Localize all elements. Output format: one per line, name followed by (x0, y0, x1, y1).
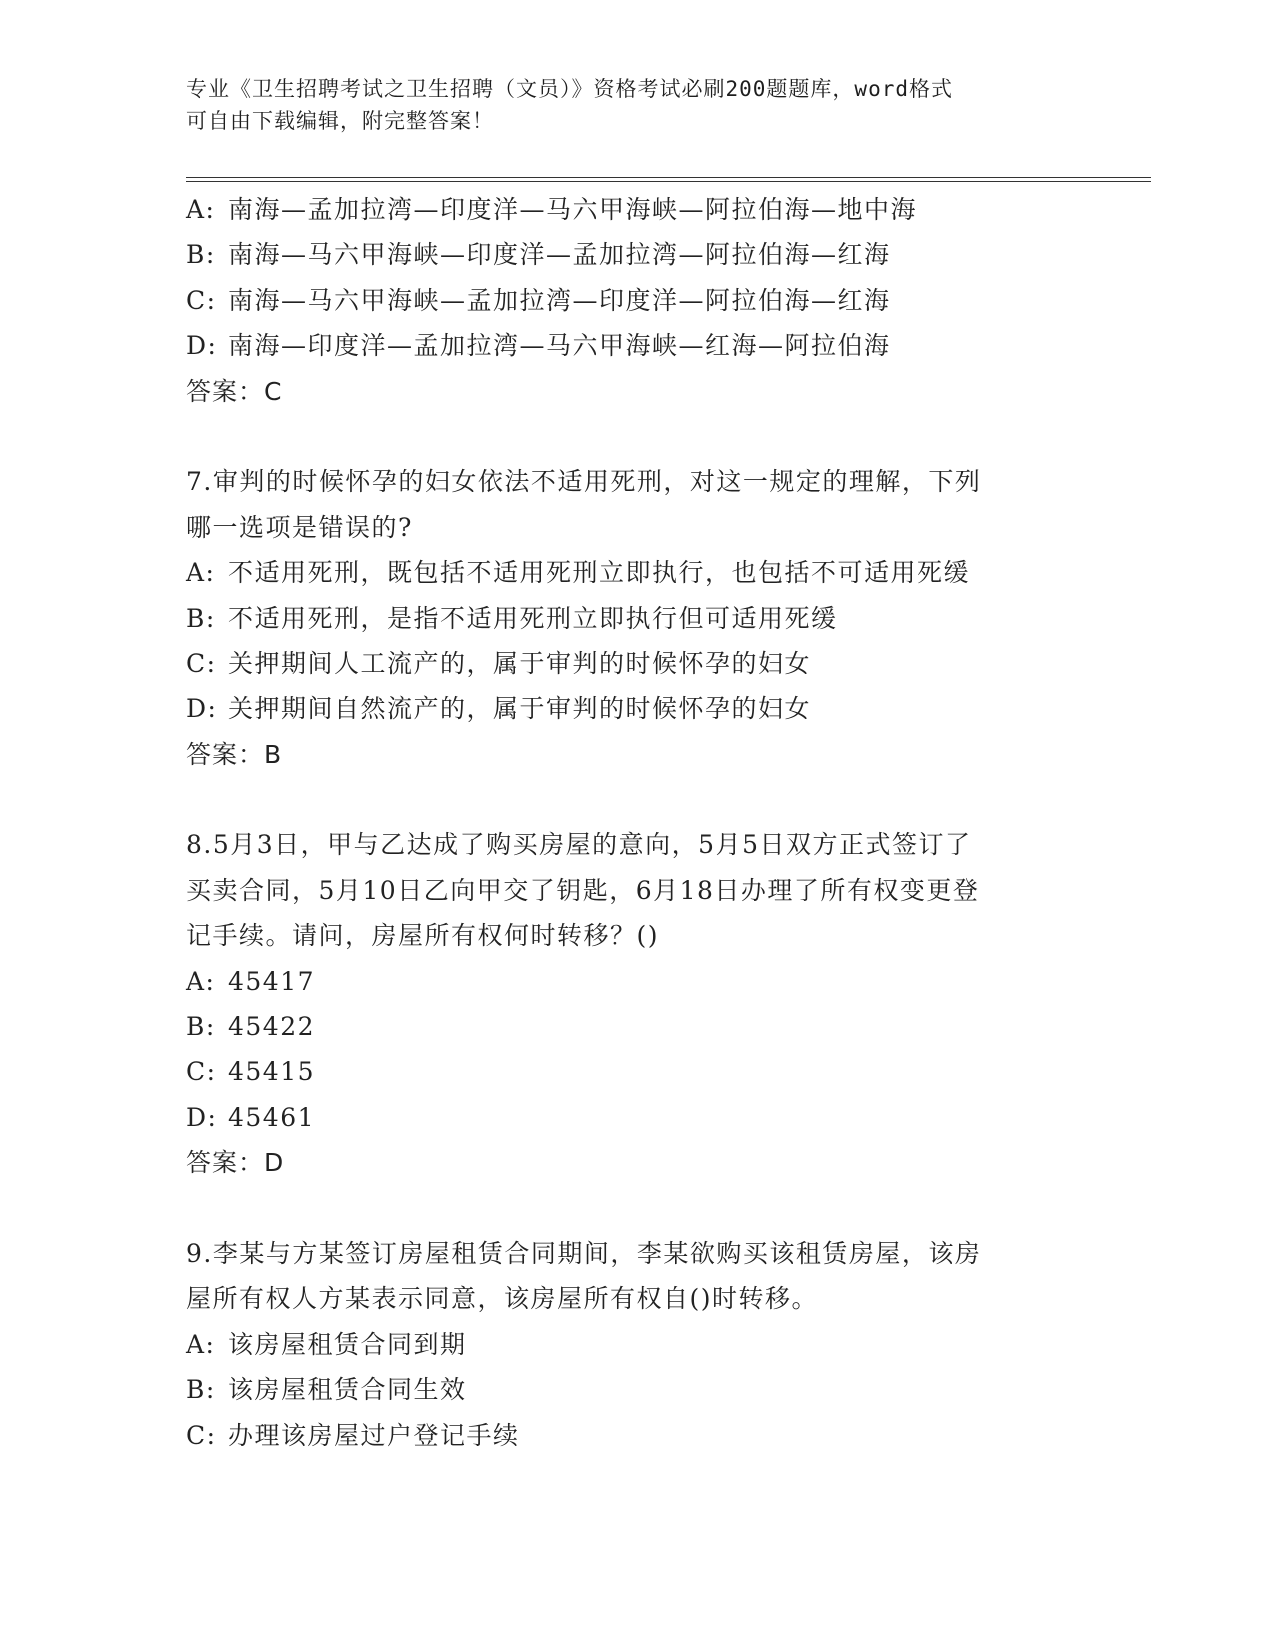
option-d (186, 1095, 1146, 1140)
answer-label: 答案：B (186, 739, 283, 769)
option-letter: B: (186, 1375, 216, 1405)
option-text: 南海—马六甲海峡—孟加拉湾—印度洋—阿拉伯海—红海 (228, 285, 891, 315)
option-a (186, 550, 1146, 595)
option-a (186, 959, 1146, 1004)
question-stem: 哪一选项是错误的? (186, 512, 413, 542)
option-letter: A: (186, 966, 216, 996)
option-a (186, 187, 1146, 232)
option-letter: A: (186, 558, 216, 588)
question-stem: 8.5月3日，甲与乙达成了购买房屋的意向，5月5日双方正式签订了 (186, 830, 972, 860)
question-stem: 9.李某与方某签订房屋租赁合同期间，李某欲购买该租赁房屋，该房 (186, 1238, 982, 1268)
option-text: 该房屋租赁合同到期 (228, 1329, 467, 1359)
answer-label: 答案：C (186, 376, 283, 406)
option-text: 办理该房屋过户登记手续 (228, 1420, 520, 1450)
header-divider-bottom (186, 181, 1151, 182)
option-letter: A: (186, 1329, 216, 1359)
option-letter: C: (186, 648, 217, 678)
option-letter: D: (186, 331, 218, 361)
question-8 (186, 822, 1146, 1185)
header-line-1: 专业《卫生招聘考试之卫生招聘（文员）》资格考试必刷200题题库，word格式 (186, 77, 953, 101)
question-7 (186, 459, 1146, 777)
option-text: 45417 (228, 966, 316, 996)
question-stem: 记手续。请问，房屋所有权何时转移？() (186, 921, 660, 951)
question-stem: 买卖合同，5月10日乙向甲交了钥匙，6月18日办理了所有权变更登 (186, 875, 980, 905)
option-a (186, 1322, 1146, 1367)
question-stem: 7.审判的时候怀孕的妇女依法不适用死刑，对这一规定的理解，下列 (186, 467, 982, 497)
header-divider-top (186, 177, 1151, 178)
answer-label: 答案：D (186, 1148, 285, 1178)
option-text: 南海—印度洋—孟加拉湾—马六甲海峡—红海—阿拉伯海 (228, 331, 891, 361)
option-c (186, 278, 1146, 323)
option-text: 关押期间自然流产的，属于审判的时候怀孕的妇女 (228, 694, 812, 724)
option-text: 45415 (228, 1057, 316, 1087)
option-text: 南海—孟加拉湾—印度洋—马六甲海峡—阿拉伯海—地中海 (228, 195, 918, 224)
option-letter: D: (186, 1102, 218, 1132)
option-c (186, 641, 1146, 686)
option-c (186, 1413, 1146, 1458)
question-6 (186, 187, 1146, 414)
option-b (186, 596, 1146, 641)
option-letter: C: (186, 285, 217, 315)
header-line-2: 可自由下载编辑，附完整答案！ (186, 109, 494, 133)
option-text: 不适用死刑，是指不适用死刑立即执行但可适用死缓 (228, 603, 838, 633)
option-letter: C: (186, 1057, 217, 1087)
question-content (186, 187, 1146, 1458)
option-letter: B: (186, 603, 216, 633)
option-text: 南海—马六甲海峡—印度洋—孟加拉湾—阿拉伯海—红海 (228, 240, 891, 270)
spacer (186, 414, 1146, 459)
option-text: 关押期间人工流产的，属于审判的时候怀孕的妇女 (228, 648, 812, 678)
option-letter: B: (186, 240, 216, 270)
option-c (186, 1049, 1146, 1094)
option-letter: C: (186, 1420, 217, 1450)
option-b (186, 1367, 1146, 1412)
option-text: 不适用死刑，既包括不适用死刑立即执行，也包括不可适用死缓 (228, 558, 971, 588)
option-letter: A: (186, 195, 216, 224)
option-d (186, 686, 1146, 731)
option-d (186, 323, 1146, 368)
option-text: 45422 (228, 1012, 316, 1042)
spacer (186, 1186, 1146, 1231)
option-b (186, 1004, 1146, 1049)
option-text: 45461 (228, 1102, 316, 1132)
page-header (186, 73, 1086, 137)
option-text: 该房屋租赁合同生效 (228, 1375, 467, 1405)
question-9 (186, 1231, 1146, 1458)
question-stem: 屋所有权人方某表示同意，该房屋所有权自()时转移。 (186, 1284, 819, 1314)
spacer (186, 777, 1146, 822)
option-b (186, 232, 1146, 277)
option-letter: D: (186, 694, 218, 724)
option-letter: B: (186, 1012, 216, 1042)
